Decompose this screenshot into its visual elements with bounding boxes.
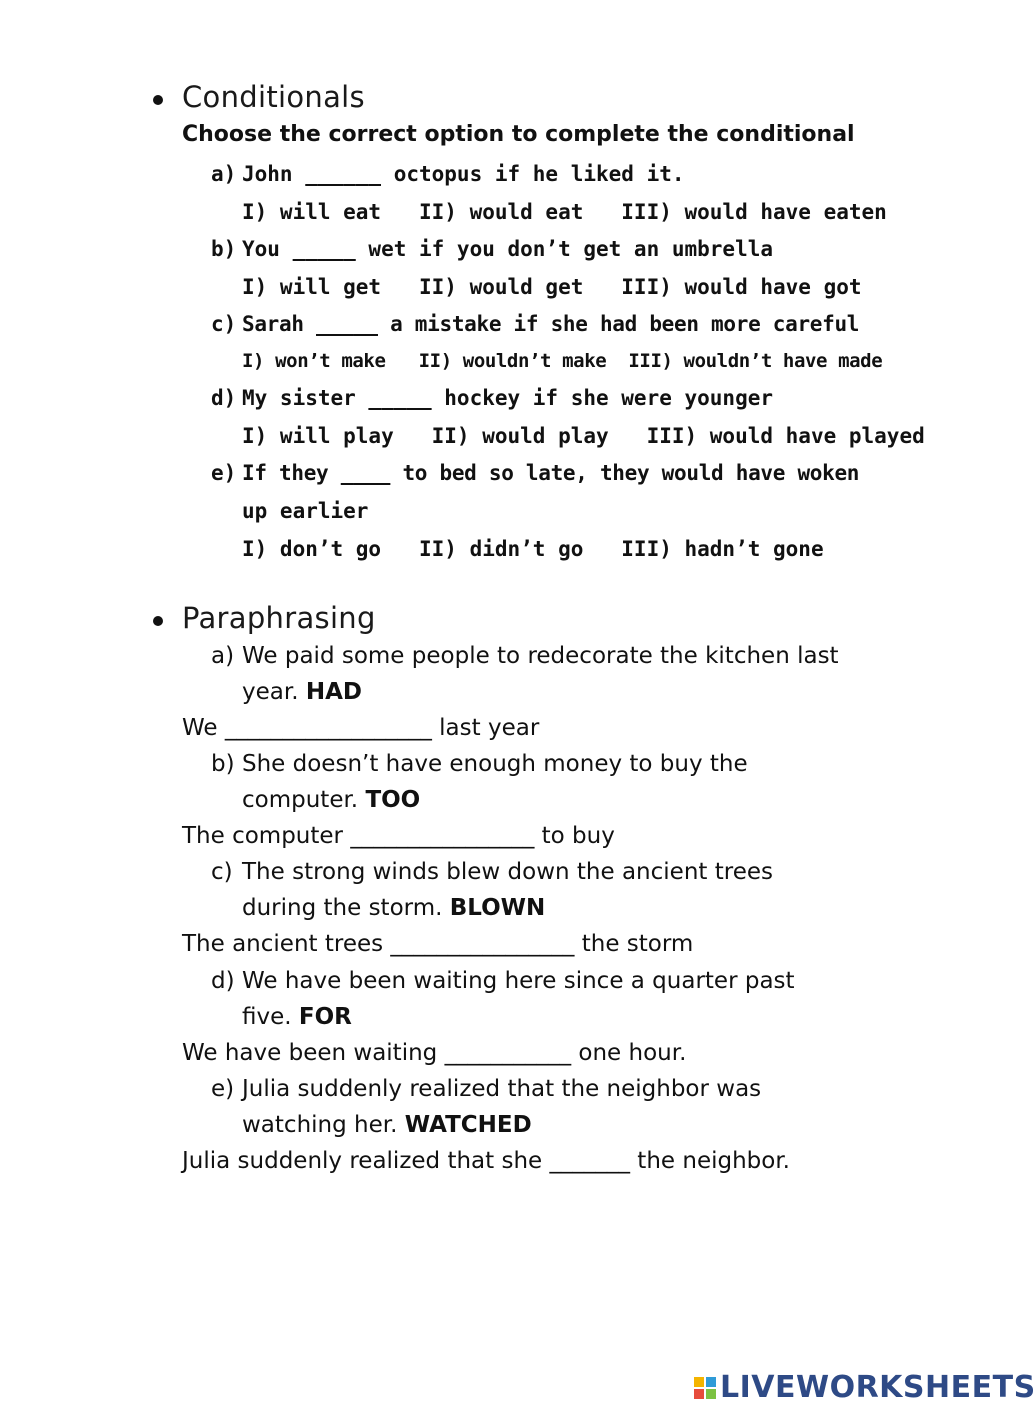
item-sentence: We paid some people to redecorate the kitchen last — [242, 643, 839, 669]
question-label: b) — [211, 237, 237, 261]
logo-mark-tile — [694, 1389, 704, 1399]
logo-text: LIVEWORKSHEETS — [720, 1370, 1036, 1405]
keyword: FOR — [298, 1004, 352, 1030]
answer-line: Julia suddenly realized that she _______ the neighbor. — [182, 1148, 790, 1174]
item-sentence: We have been waiting here since a quarter past — [242, 968, 795, 994]
liveworksheets-logo[interactable] — [694, 1370, 1036, 1405]
answer-line: We __________________ last year — [182, 715, 540, 741]
question-text-continued: up earlier — [242, 499, 369, 523]
item-sentence: The strong winds blew down the ancient trees — [242, 859, 773, 885]
item-sentence-end: during the storm. BLOWN — [242, 895, 546, 921]
section-title-paraphrasing: Paraphrasing — [182, 601, 376, 635]
item-sentence-end: computer. TOO — [242, 787, 421, 813]
logo-mark-tile — [706, 1377, 716, 1387]
answer-line: The computer ________________ to buy — [182, 823, 615, 849]
answer-line: The ancient trees ________________ the storm — [182, 931, 694, 957]
logo-mark-tile — [706, 1389, 716, 1399]
item-label: d) — [211, 968, 235, 994]
keyword: WATCHED — [404, 1112, 532, 1138]
logo-mark-tile — [694, 1377, 704, 1387]
question-label: c) — [211, 312, 237, 336]
keyword: TOO — [365, 787, 421, 813]
item-label: b) — [211, 751, 235, 777]
question-text: You _____ wet if you don’t get an umbrella — [242, 237, 774, 261]
question-options: I) won’t make II) wouldn’t make III) wouldn’t have made — [242, 350, 883, 372]
question-label: d) — [211, 386, 237, 410]
item-label: e) — [211, 1076, 235, 1102]
logo-mark-icon — [694, 1377, 716, 1399]
question-options: I) don’t go II) didn’t go III) hadn’t gone — [242, 537, 824, 561]
keyword: HAD — [305, 679, 362, 705]
item-sentence: Julia suddenly realized that the neighbor was — [242, 1076, 762, 1102]
section-title-conditionals: Conditionals — [182, 80, 365, 114]
question-text: If they ____ to bed so late, they would have woken — [242, 461, 860, 485]
question-options: I) will get II) would get III) would have got — [242, 275, 862, 299]
answer-line: We have been waiting ___________ one hour. — [182, 1040, 687, 1066]
question-label: a) — [211, 162, 237, 186]
bullet-icon — [153, 616, 163, 626]
item-label: c) — [211, 859, 233, 885]
question-text: Sarah _____ a mistake if she had been more careful — [242, 312, 860, 336]
conditionals-instruction: Choose the correct option to complete the conditional — [182, 122, 855, 147]
bullet-icon — [153, 95, 163, 105]
keyword: BLOWN — [449, 895, 546, 921]
item-sentence-end: watching her. WATCHED — [242, 1112, 532, 1138]
item-sentence-end: year. HAD — [242, 679, 362, 705]
question-text: John ______ octopus if he liked it. — [242, 162, 685, 186]
question-options: I) will play II) would play III) would have played — [242, 424, 925, 448]
question-text: My sister _____ hockey if she were younger — [242, 386, 774, 410]
question-label: e) — [211, 461, 237, 485]
item-sentence-end: five. FOR — [242, 1004, 352, 1030]
item-label: a) — [211, 643, 235, 669]
question-options: I) will eat II) would eat III) would have eaten — [242, 200, 887, 224]
item-sentence: She doesn’t have enough money to buy the — [242, 751, 748, 777]
